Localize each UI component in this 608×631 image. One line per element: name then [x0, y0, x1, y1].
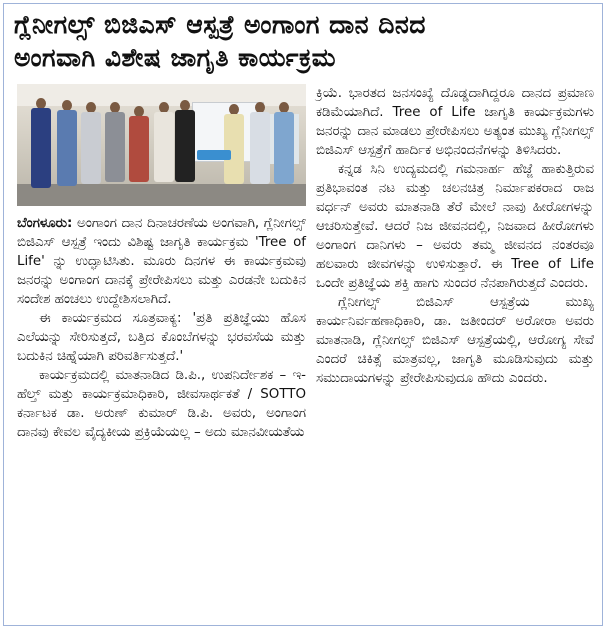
article-column-2 [316, 84, 594, 388]
dateline: ಬೆಂಗಳೂರು: [17, 216, 73, 231]
article-paragraph: ಬೆಂಗಳೂರು: ಅಂಗಾಂಗ ದಾನ ದಿನಾಚರಣೆಯ ಅಂಗವಾಗಿ, ಗ್ಲೆನೀಗಲ್ಸ್ ಬಿಜಿಎಸ್ ಆಸ್ಪತ್ರೆ ಇಂದು ವಿಶಿಷ್ಟ ಜಾಗೃತಿ ಕಾರ್ಯಕ್ರಮ 'Tree of Life' ನ್ನು ಉದ್ಘಾಟಿಸಿತು. ಮೂರು ದಿನಗಳ ಈ ಕಾರ್ಯಕ್ರಮವು ಜನರನ್ನು ಅಂಗಾಂಗ ದಾನಕ್ಕೆ ಪ್ರೇರೇಪಿಸಲು ಮತ್ತು ಎರಡನೇ ಬದುಕಿನ ಸಂದೇಶ ಹಂಚಲು ಉದ್ದೇಶಿಸಲಾಗಿದೆ. [17, 216, 307, 307]
article-column-1 [17, 214, 306, 442]
article-paragraph: ಈ ಕಾರ್ಯಕ್ರಮದ ಸೂತ್ರವಾಕ್ಯ: 'ಪ್ರತಿ ಪ್ರತಿಜ್ಞೆಯು ಹೊಸ ಎಲೆಯನ್ನು ಸೇರಿಸುತ್ತದೆ, ಬತ್ತಿದ ಕೊಂಬೆಗಳನ್ನು ಭರವಸೆಯ ಮತ್ತು ಬದುಕಿನ ಚಿಹ್ನೆಯಾಗಿ ಪರಿವರ್ತಿಸುತ್ತದೆ.' [17, 311, 306, 364]
article-paragraph: ಕ್ರಿಯೆ. ಭಾರತದ ಜನಸಂಖ್ಯೆ ದೊಡ್ಡದಾಗಿದ್ದರೂ ದಾನದ ಪ್ರಮಾಣ ಕಡಿಮೆಯಾಗಿದೆ. Tree of Life ಜಾಗೃತಿ ಕಾರ್ಯಕ್ರಮಗಳು ಜನರನ್ನು ದಾನ ಮಾಡಲು ಪ್ರೇರೇಪಿಸಲು ಅತ್ಯಂತ ಮುಖ್ಯ ಗ್ಲೆನೀಗಲ್ಸ್ ಬಿಜಿಎಸ್ ಆಸ್ಪತ್ರೆಗೆ ಹಾರ್ದಿಕ ಅಭಿನಂದನೆಗಳನ್ನು ತಿಳಿಸಿದರು. [316, 86, 594, 158]
article-paragraph: ಗ್ಲೆನೀಗಲ್ಸ್ ಬಿಜಿಎಸ್ ಆಸ್ಪತ್ರೆಯ ಮುಖ್ಯ ಕಾರ್ಯನಿರ್ವಹಣಾಧಿಕಾರಿ, ಡಾ. ಜತೀಂದರ್ ಅರೋರಾ ಅವರು ಮಾತನಾಡಿ, ಗ್ಲೆನೀಗಲ್ಸ್ ಬಿಜಿಎಸ್ ಆಸ್ಪತ್ರೆಯಲ್ಲಿ, ಆರೋಗ್ಯ ಸೇವೆ ಎಂದರೆ ಚಿಕಿತ್ಸೆ ಮಾತ್ರವಲ್ಲ, ಜಾಗೃತಿ ಮೂಡಿಸುವುದು ಮತ್ತು ಸಮುದಾಯಗಳನ್ನು ಪ್ರೇರೇಪಿಸುವುದೂ ಹೌದು ಎಂದರು. [316, 295, 594, 386]
article-paragraph: ಕಾರ್ಯಕ್ರಮದಲ್ಲಿ ಮಾತನಾಡಿದ ಡಿ.ಪಿ., ಉಪನಿರ್ದೇಶಕ – ಇ-ಹೆಲ್ತ್ ಮತ್ತು ಕಾರ್ಯಕ್ರಮಾಧಿಕಾರಿ, ಜೀವಸಾರ್ಥಕತೆ / SOTTO ಕರ್ನಾಟಕ ಡಾ. ಅರುಣ್ ಕುಮಾರ್ ಡಿ.ಪಿ. ಅವರು, ಅಂಗಾಂಗ ದಾನವು ಕೇವಲ ವೈದ್ಯಕೀಯ ಪ್ರಕ್ರಿಯೆಯಲ್ಲ – ಅದು ಮಾನವೀಯತೆಯ [17, 368, 306, 440]
article-paragraph: ಕನ್ನಡ ಸಿನಿ ಉದ್ಯಮದಲ್ಲಿ ಗಮನಾರ್ಹ ಹೆಜ್ಜೆ ಹಾಕುತ್ತಿರುವ ಪ್ರತಿಭಾವಂತ ನಟ ಮತ್ತು ಚಲನಚಿತ್ರ ನಿರ್ಮಾಪಕರಾದ ರಾಜ ವರ್ಧನ್ ಅವರು ಮಾತನಾಡಿ ತೆರೆ ಮೇಲೆ ನಾವು ಹೀರೋಗಳನ್ನು ಆಚರಿಸುತ್ತೇವೆ. ಆದರೆ ನಿಜ ಜೀವನದಲ್ಲಿ, ನಿಜವಾದ ಹೀರೋಗಳು ಅಂಗಾಂಗ ದಾನಿಗಳು – ಅವರು ತಮ್ಮ ಜೀವನದ ನಂತರವೂ ಹಲವಾರು ಜೀವಗಳನ್ನು ಉಳಿಸುತ್ತಾರೆ. ಈ Tree of Life ಒಂದೇ ಪ್ರತಿಜ್ಞೆಯ ಶಕ್ತಿ ಹಾಗು ಸುಂದರ ನೆನಪಾಗಿರುತ್ತದೆ ಎಂದರು. [316, 162, 594, 291]
event-photo [17, 84, 306, 206]
headline: ಗ್ಲೆನೀಗಲ್ಸ್ ಬಿಜಿಎಸ್ ಆಸ್ಪತ್ರೆ ಅಂಗಾಂಗ ದಾನ ದಿನದ ಅಂಗವಾಗಿ ವಿಶೇಷ ಜಾಗೃತಿ ಕಾರ್ಯಕ್ರಮ [14, 10, 426, 72]
